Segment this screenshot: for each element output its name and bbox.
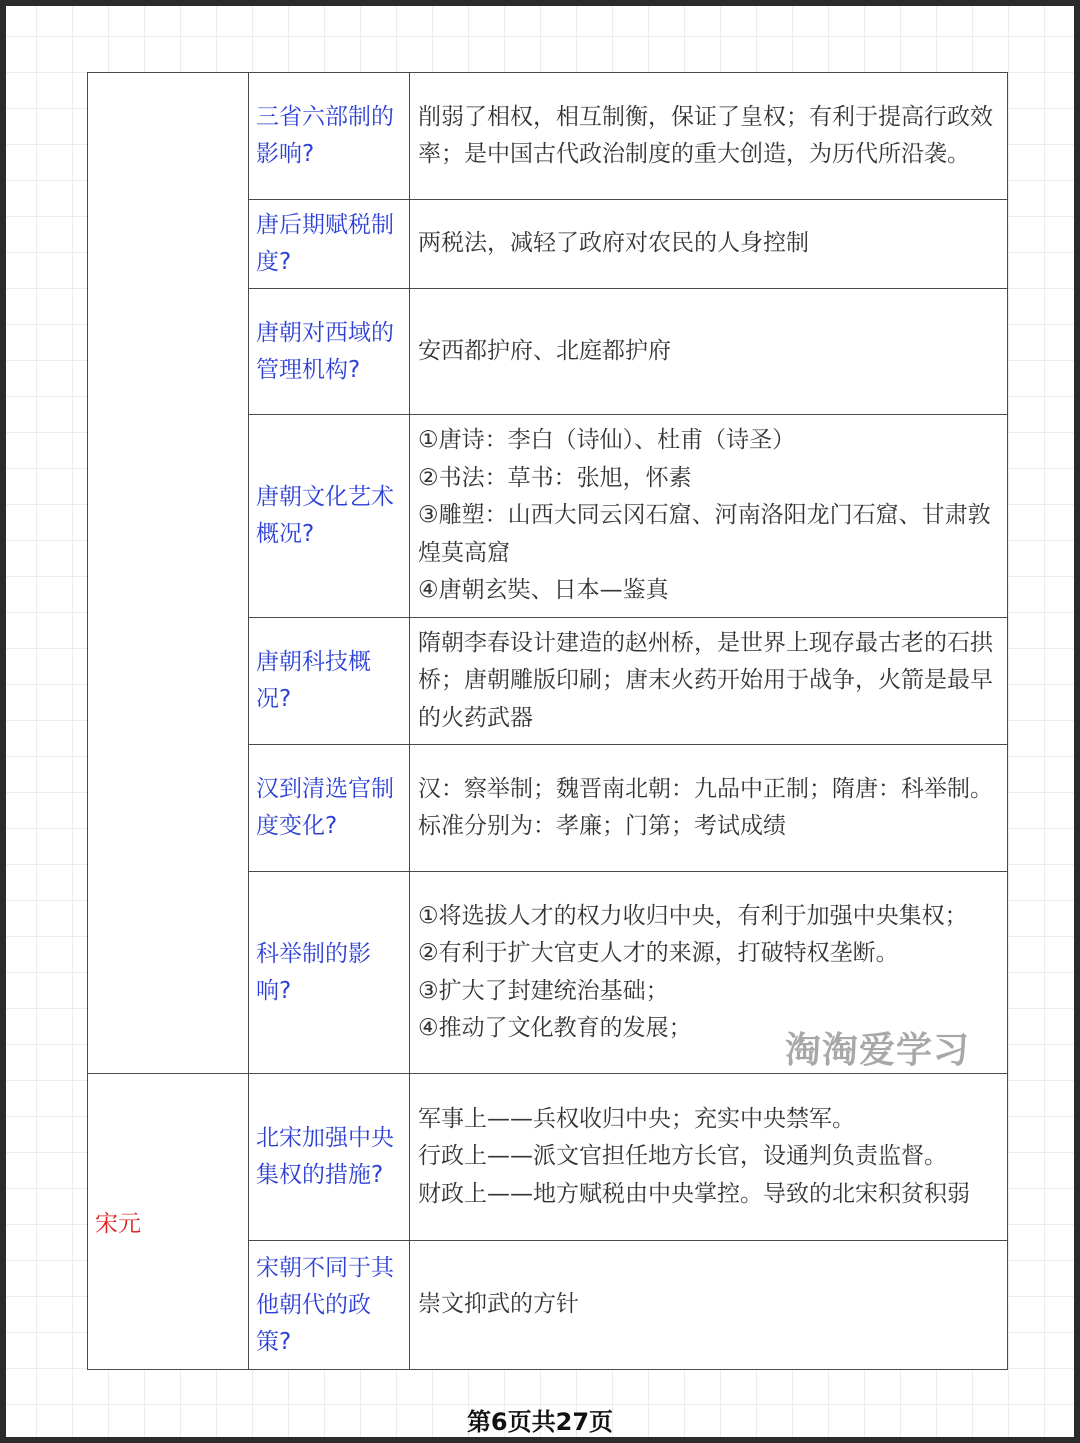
answer-line: 削弱了相权，相互制衡，保证了皇权；有利于提高行政效率；是中国古代政治制度的重大创造，为历代所沿袭。	[418, 103, 993, 167]
table-row	[88, 73, 1008, 200]
watermark: 淘淘爱学习	[785, 1030, 971, 1071]
answer-line: ②书法：草书：张旭，怀素	[418, 464, 692, 491]
answer-cell	[410, 1074, 1008, 1241]
answer-line: 安西都护府、北庭都护府	[418, 337, 671, 364]
era-cell: 宋元	[88, 1074, 249, 1370]
knowledge-table	[87, 72, 1008, 1370]
question-cell: 唐朝文化艺术概况?	[249, 415, 410, 618]
answer-line: 崇文抑武的方针	[418, 1291, 579, 1318]
answer-line: ②有利于扩大官吏人才的来源，打破特权垄断。	[418, 940, 899, 966]
answer-cell	[410, 745, 1008, 872]
answer-cell	[410, 1241, 1008, 1370]
answer-line: ①将选拔人才的权力收归中央，有利于加强中央集权；	[418, 902, 968, 929]
answer-line: 隋朝李春设计建造的赵州桥，是世界上现存最古老的石拱桥；唐朝雕版印刷；唐末火药开始用于战争，火箭是最早的火药武器	[418, 629, 993, 731]
question-cell: 三省六部制的影响?	[249, 73, 410, 200]
question-cell: 唐后期赋税制度?	[249, 200, 410, 289]
question-cell: 北宋加强中央集权的措施?	[249, 1074, 410, 1241]
era-cell-tang	[88, 73, 249, 1074]
answer-line: 标准分别为：孝廉；门第；考试成绩	[418, 813, 786, 839]
question-cell: 科举制的影响?	[249, 872, 410, 1074]
question-cell: 唐朝对西域的管理机构?	[249, 289, 410, 415]
answer-line: ③扩大了封建统治基础；	[418, 977, 669, 1004]
answer-cell	[410, 617, 1008, 745]
answer-line: ③雕塑：山西大同云冈石窟、河南洛阳龙门石窟、甘肃敦煌莫高窟	[418, 502, 991, 566]
page-number-footer: 第6页共27页	[466, 1408, 614, 1436]
answer-line: 军事上——兵权收归中央；充实中央禁军。	[418, 1105, 855, 1132]
answer-cell	[410, 200, 1008, 289]
answer-line: 财政上——地方赋税由中央掌控。导致的北宋积贫积弱	[418, 1180, 970, 1207]
answer-cell	[410, 73, 1008, 200]
answer-line: ④唐朝玄奘、日本—鉴真	[418, 577, 669, 603]
answer-line: 行政上——派文官担任地方长官，设通判负责监督。	[418, 1143, 947, 1170]
question-cell: 唐朝科技概况?	[249, 617, 410, 745]
question-cell: 宋朝不同于其他朝代的政策?	[249, 1241, 410, 1370]
answer-line: 汉：察举制；魏晋南北朝：九品中正制；隋唐：科举制。	[418, 775, 993, 802]
answer-line: 两税法，减轻了政府对农民的人身控制	[418, 230, 809, 257]
answer-line: ①唐诗：李白（诗仙）、杜甫（诗圣）	[418, 427, 796, 453]
answer-cell	[410, 289, 1008, 415]
question-cell: 汉到清选官制度变化?	[249, 745, 410, 872]
answer-cell	[410, 415, 1008, 618]
answer-line: ④推动了文化教育的发展；	[418, 1015, 692, 1041]
table-row	[88, 1074, 1008, 1241]
